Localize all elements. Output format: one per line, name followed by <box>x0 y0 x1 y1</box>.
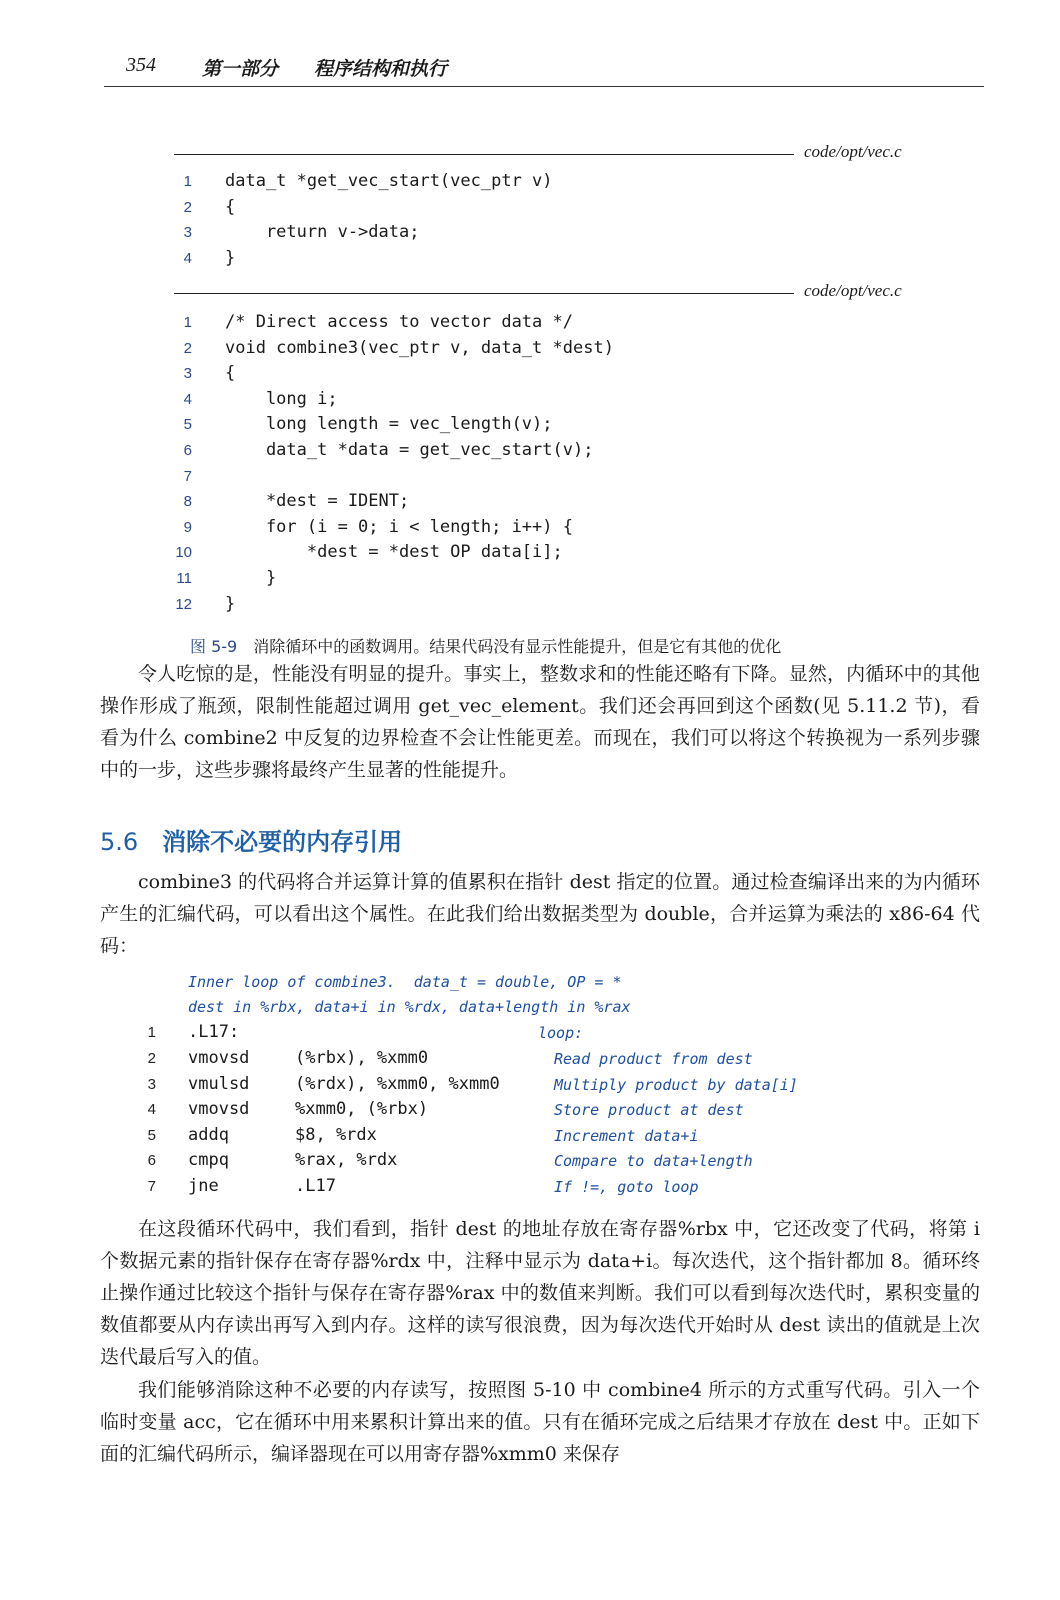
asm-opcode: addq <box>188 1124 229 1145</box>
asm-comment: Multiply product by data[i] <box>554 1075 798 1094</box>
asm-operands: .L17 <box>295 1176 336 1196</box>
asm-line <box>140 1073 980 1101</box>
code-text: } <box>225 593 236 614</box>
code-line <box>170 416 930 441</box>
asm-line <box>140 1050 980 1075</box>
part-title: 第一部分 <box>202 58 279 80</box>
paragraph-2: combine3 的代码将合并运算计算的值累积在指针 dest 指定的位置。通过检查编译出来的为内循环产生的汇编代码，可以看出这个属性。在此我们给出数据类型为 double，合并运算为乘法的 x86-64 代码： <box>100 871 980 957</box>
line-number: 1 <box>183 314 192 331</box>
asm-opcode: jne <box>188 1176 219 1196</box>
figure-number: 图 5-9 <box>190 637 238 656</box>
asm-operands: (%rdx), %xmm0, %xmm0 <box>295 1073 500 1094</box>
line-number: 12 <box>175 595 192 613</box>
line-number: 7 <box>183 467 192 485</box>
listing1-filename: code/opt/vec.c <box>804 142 902 161</box>
line-number: 2 <box>183 339 192 357</box>
listing1-rule <box>174 142 924 166</box>
asm-line-number: 3 <box>147 1075 156 1093</box>
code-line <box>170 544 930 569</box>
code-text: long length = vec_length(v); <box>225 414 553 435</box>
figure-caption-text: 消除循环中的函数调用。结果代码没有显示性能提升，但是它有其他的优化 <box>253 637 782 656</box>
code-line <box>170 337 930 365</box>
listing2-filename: code/opt/vec.c <box>804 281 902 300</box>
code-line <box>170 173 930 198</box>
code-text: void combine3(vec_ptr v, data_t *dest) <box>225 337 614 358</box>
code-text: /* Direct access to vector data */ <box>225 312 573 332</box>
listing2-rule <box>174 281 924 305</box>
line-number: 4 <box>183 390 192 408</box>
line-number: 4 <box>183 249 192 267</box>
asm-label-comment: loop: <box>538 1024 584 1042</box>
code-line <box>170 570 930 595</box>
code-line <box>170 442 930 467</box>
asm-line-number: 5 <box>147 1126 156 1144</box>
line-number: 3 <box>183 224 192 242</box>
code-line <box>170 468 930 493</box>
code-text: *dest = *dest OP data[i]; <box>225 542 563 563</box>
paragraph-3: 在这段循环代码中，我们看到，指针 dest 的地址存放在寄存器%rbx 中，它还改变了代码，将第 i 个数据元素的指针保存在寄存器%rdx 中，注释中显示为 data+i。每次迭代，这个指针都加 8。循环终止操作通过比较这个指针与保存在寄存器%rax 中的数值来判断。我们可以看到每次迭代时，累积变量的数值都要从内存读出再写入到内存。这样的读写很浪费，因为每次迭代开始时从 dest 读出的值就是上次迭代最后写入的值。 <box>100 1218 980 1368</box>
code-line <box>170 593 930 621</box>
asm-line <box>140 1178 980 1203</box>
asm-operands: %xmm0, (%rbx) <box>295 1099 429 1120</box>
code-text: } <box>225 247 236 268</box>
page-header <box>104 50 984 87</box>
asm-line <box>140 1124 980 1152</box>
asm-comment: If !=, goto loop <box>554 1178 699 1196</box>
code-line <box>170 247 930 275</box>
asm-comment: Store product at dest <box>554 1101 744 1120</box>
asm-line-number: 1 <box>147 1024 156 1041</box>
asm-header-2: dest in %rbx, data+i in %rdx, data+length in %rax <box>188 998 631 1016</box>
asm-comment: Increment data+i <box>554 1126 699 1145</box>
code-line <box>170 224 930 249</box>
section-title: 消除不必要的内存引用 <box>162 828 403 856</box>
code-line <box>170 365 930 390</box>
asm-line-number: 4 <box>147 1101 156 1119</box>
line-number: 11 <box>176 570 192 587</box>
code-text: long i; <box>225 388 338 409</box>
code-line <box>170 493 930 518</box>
asm-comment: Compare to data+length <box>554 1152 753 1171</box>
asm-label: .L17: <box>188 1022 240 1042</box>
line-number: 5 <box>183 416 192 434</box>
asm-line <box>140 1152 980 1177</box>
code-line <box>170 516 930 544</box>
code-text: } <box>225 568 277 588</box>
asm-opcode: cmpq <box>188 1150 229 1171</box>
asm-operands: (%rbx), %xmm0 <box>295 1048 429 1068</box>
page-number: 354 <box>126 54 156 76</box>
code-text: data_t *get_vec_start(vec_ptr v) <box>225 171 553 191</box>
code-text: { <box>225 196 236 217</box>
code-text: data_t *data = get_vec_start(v); <box>225 440 594 460</box>
line-number: 2 <box>183 198 192 216</box>
line-number: 6 <box>183 442 192 459</box>
asm-line <box>140 1101 980 1126</box>
asm-line-number: 7 <box>147 1178 156 1195</box>
line-number: 1 <box>183 173 192 190</box>
paragraph-4: 我们能够消除这种不必要的内存读写，按照图 5-10 中 combine4 所示的方式重写代码。引入一个临时变量 acc，它在循环中用来累积计算出来的值。只有在循环完成之后结果才存放在 dest 中。正如下面的汇编代码所示，编译器现在可以用寄存器%xmm0 来保存 <box>100 1379 980 1465</box>
rule-line <box>174 293 794 294</box>
line-number: 9 <box>183 518 192 536</box>
code-text: for (i = 0; i < length; i++) { <box>225 516 573 537</box>
rule-line <box>174 154 794 155</box>
line-number: 10 <box>175 544 192 562</box>
asm-opcode: vmovsd <box>188 1099 250 1120</box>
asm-opcode: vmovsd <box>188 1048 250 1068</box>
section-heading <box>100 822 402 857</box>
code-line <box>170 388 930 416</box>
code-text: return v->data; <box>225 222 420 243</box>
figure-caption <box>190 634 781 657</box>
line-number: 8 <box>183 493 192 511</box>
asm-opcode: vmulsd <box>188 1073 250 1094</box>
code-line <box>170 314 930 339</box>
asm-operands: %rax, %rdx <box>295 1150 398 1171</box>
code-text: *dest = IDENT; <box>225 491 410 512</box>
asm-line-number: 6 <box>147 1152 156 1170</box>
code-line <box>170 196 930 224</box>
asm-label-line <box>140 1024 980 1049</box>
asm-header-1: Inner loop of combine3. data_t = double, OP = * <box>188 973 622 991</box>
code-text: { <box>225 363 236 384</box>
chapter-title: 程序结构和执行 <box>314 58 448 80</box>
paragraph-1: 令人吃惊的是，性能没有明显的提升。事实上，整数求和的性能还略有下降。显然，内循环中的其他操作形成了瓶颈，限制性能超过调用 get_vec_element。我们还会再回到这个函数(见 5.11.2 节)，看看为什么 combine2 中反复的边界检查不会让性能更差。而现在，我们可以将这个转换视为一系列步骤中的一步，这些步骤将最终产生显著的性能提升。 <box>100 663 980 781</box>
asm-comment: Read product from dest <box>554 1050 753 1068</box>
line-number: 3 <box>183 365 192 383</box>
section-number: 5.6 <box>100 828 139 856</box>
asm-operands: $8, %rdx <box>295 1124 377 1145</box>
asm-line-number: 2 <box>147 1050 156 1067</box>
